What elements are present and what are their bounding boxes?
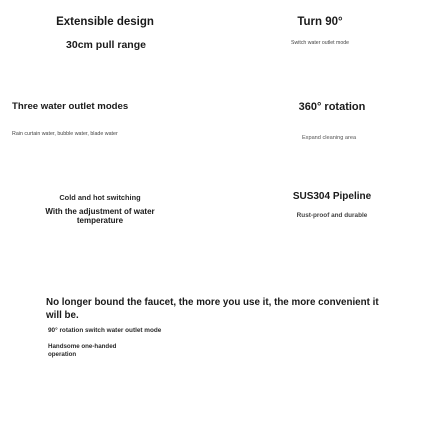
cold-hot-switching-title: Cold and hot switching [59, 193, 141, 202]
three-outlet-modes-title: Three water outlet modes [12, 101, 129, 112]
rust-proof-subtitle: Rust-proof and durable [296, 212, 368, 219]
switch-outlet-mode-subtitle: Switch water outlet mode [291, 40, 349, 46]
one-handed-operation-text: Handsome one-handed operation [48, 343, 117, 358]
sus304-pipeline-title: SUS304 Pipeline [292, 191, 372, 202]
expand-cleaning-subtitle: Expand cleaning area [301, 135, 357, 141]
extensible-design-title: Extensible design [56, 16, 154, 28]
turn-90-title: Turn 90° [297, 16, 343, 28]
main-heading: No longer bound the faucet, the more you use it, the more convenient it will be. [46, 297, 379, 321]
water-temperature-subtitle: With the adjustment of water temperature [45, 207, 155, 225]
rotation-360-title: 360° rotation [298, 101, 366, 113]
rotation-feature-line: 90° rotation switch water outlet mode [48, 327, 162, 334]
outlet-modes-subtitle: Rain curtain water, bubble water, blade water [12, 131, 118, 137]
pull-range-subtitle: 30cm pull range [66, 39, 146, 51]
